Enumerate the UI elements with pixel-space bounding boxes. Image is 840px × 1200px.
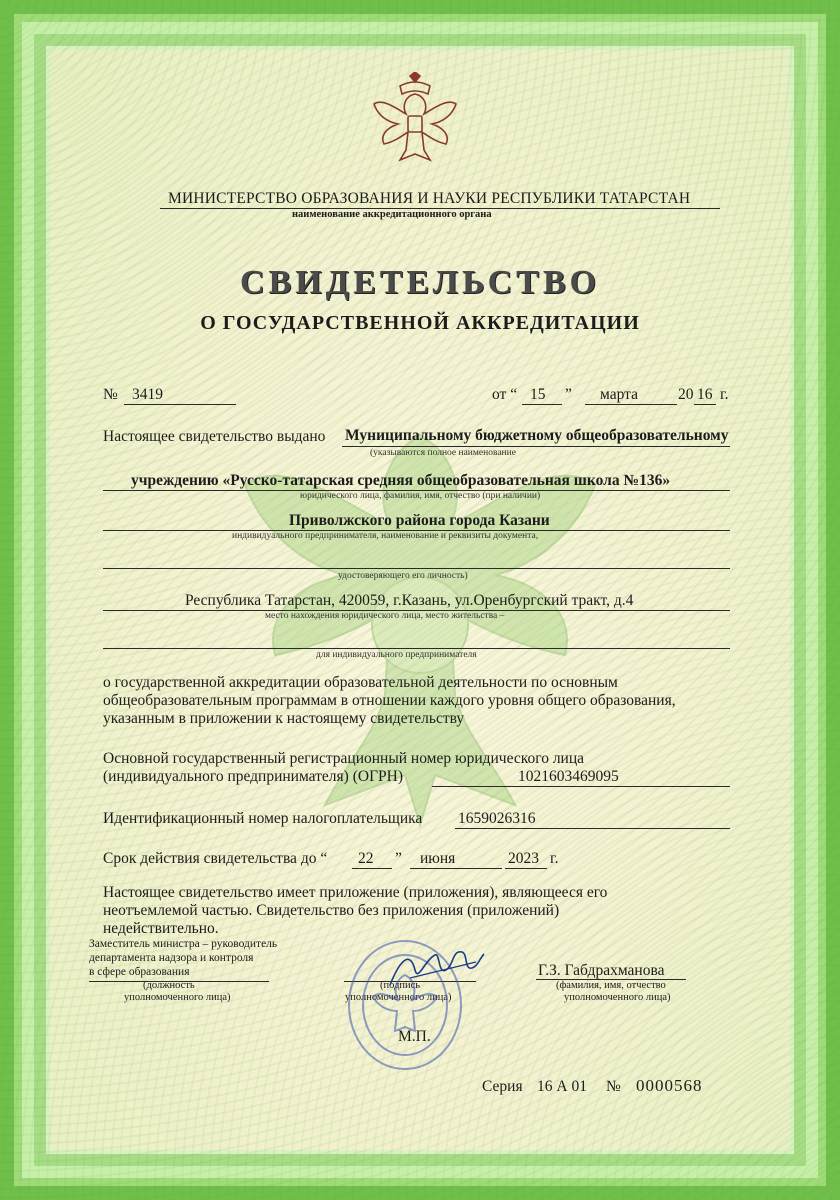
handwritten-signature-icon (380, 940, 490, 1000)
signer-position-3: в сфере образования (89, 966, 190, 978)
blank-underline-2 (103, 648, 730, 649)
ogrn-label-2: (индивидуального предпринимателя) (ОГРН) (103, 768, 404, 785)
signer-position-1: Заместитель министра – руководитель (89, 938, 278, 950)
date-year-underline (694, 404, 716, 405)
caption-legal-entity: юридического лица, фамилия, имя, отчество (при наличии) (300, 491, 541, 501)
date-quote: ” (565, 386, 572, 403)
inn-label: Идентификационный номер налогоплательщика (103, 810, 423, 827)
date-suffix: г. (720, 386, 729, 403)
ogrn-value: 1021603469095 (518, 768, 619, 785)
signer-position-2: департамента надзора и контроля (89, 952, 254, 964)
validity-suffix: г. (550, 850, 559, 867)
series-value: 16 А 01 (537, 1078, 587, 1095)
number-prefix: № (103, 386, 118, 403)
validity-label: Срок действия свидетельства до “ (103, 850, 328, 867)
body-line-2: общеобразовательным программам в отношении каждого уровня общего образования, (103, 692, 676, 709)
series-label: Серия (482, 1078, 523, 1095)
stamp-place-label: М.П. (398, 1028, 431, 1045)
certificate-number: 3419 (132, 386, 163, 403)
caption-position-1: (должность (143, 980, 195, 991)
caption-name-1: (фамилия, имя, отчество (556, 980, 666, 991)
annex-line-2: неотъемлемой частью. Свидетельство без приложения (приложений) (103, 902, 560, 919)
signer-name: Г.З. Габдрахманова (538, 962, 665, 979)
caption-identity: удостоверяющего его личность) (338, 571, 468, 581)
russian-eagle-emblem-icon (370, 72, 460, 164)
date-year-prefix: 20 (678, 386, 694, 403)
ogrn-underline (432, 786, 730, 787)
caption-location: место нахождения юридического лица, место жительства – (265, 611, 505, 621)
ministry-caption: наименование аккредитационного органа (292, 209, 492, 220)
validity-month-underline (410, 868, 502, 869)
issued-to-label: Настоящее свидетельство выдано (103, 428, 326, 445)
blank-underline (103, 568, 730, 569)
document-subtitle: О ГОСУДАРСТВЕННОЙ АККРЕДИТАЦИИ (200, 312, 640, 334)
inn-value: 1659026316 (458, 810, 536, 827)
issued-to-line3: Приволжского района города Казани (289, 512, 550, 529)
date-year: 16 (697, 386, 713, 403)
serial-prefix: № (606, 1078, 621, 1095)
caption-full-name: (указываются полное наименование (370, 448, 516, 458)
inn-underline (455, 828, 730, 829)
validity-day-underline (352, 868, 392, 869)
annex-line-1: Настоящее свидетельство имеет приложение (приложения), являющееся его (103, 884, 608, 901)
date-month-underline (585, 404, 677, 405)
validity-year: 2023 (508, 850, 539, 867)
ogrn-label-1: Основной государственный регистрационный номер юридического лица (103, 750, 585, 767)
annex-line-3: недействительно. (103, 920, 219, 937)
address: Республика Татарстан, 420059, г.Казань, ул.Оренбургский тракт, д.4 (185, 592, 634, 609)
validity-day: 22 (358, 850, 374, 867)
date-day-underline (522, 404, 562, 405)
body-line-3: указанным в приложении к настоящему свидетельству (103, 710, 465, 727)
validity-quote: ” (395, 850, 402, 867)
issued-to-line2: учреждению «Русско-татарская средняя общеобразовательная школа №136» (131, 472, 671, 489)
issued-to-underline1 (342, 446, 730, 447)
caption-entrepreneur: индивидуального предпринимателя, наименование и реквизиты документа, (232, 531, 539, 541)
serial-number: 0000568 (636, 1076, 703, 1095)
validity-year-underline (505, 868, 547, 869)
number-underline (124, 404, 236, 405)
caption-for-entrepreneur: для индивидуального предпринимателя (316, 650, 477, 660)
validity-month: июня (420, 850, 456, 867)
caption-name-2: уполномоченного лица) (564, 992, 671, 1003)
caption-position-2: уполномоченного лица) (124, 992, 231, 1003)
date-prefix: от “ (492, 386, 518, 403)
date-month: марта (600, 386, 638, 403)
body-line-1: о государственной аккредитации образовательной деятельности по основным (103, 674, 618, 691)
date-day: 15 (530, 386, 546, 403)
caption-signature-2: уполномоченного лица) (345, 992, 452, 1003)
issued-to-line1: Муниципальному бюджетному общеобразовательному (345, 427, 729, 444)
caption-signature-1: (подпись (380, 980, 421, 991)
ministry-name: МИНИСТЕРСТВО ОБРАЗОВАНИЯ И НАУКИ РЕСПУБЛИКИ ТАТАРСТАН (168, 190, 691, 207)
document-title: СВИДЕТЕЛЬСТВО (240, 264, 600, 301)
